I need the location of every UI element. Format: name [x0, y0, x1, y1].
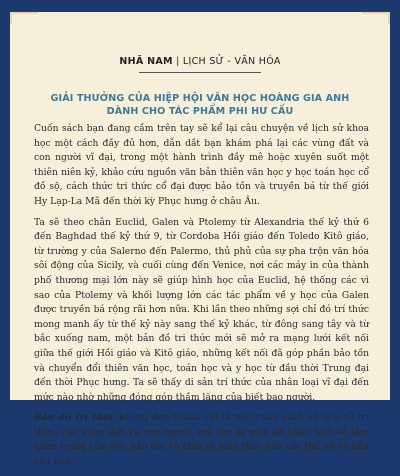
corner-ornament-right — [362, 12, 390, 24]
award-line-1: GIẢI THƯỞNG CỦA HIỆP HỘI VĂN HỌC HOÀNG GIA ANH — [50, 93, 350, 104]
publisher-category: | LỊCH SỬ - VĂN HÓA — [172, 56, 281, 67]
corner-ornament-left — [10, 12, 38, 24]
blurb-paragraph-3 — [34, 411, 369, 469]
book-title-lead: Bản đồ tri thức — [34, 412, 116, 424]
award-line-2: DÀNH CHO TÁC PHẨM PHI HƯ CẤU — [106, 106, 294, 117]
back-cover-page — [10, 12, 390, 468]
publisher-brand: NHÃ NAM — [119, 56, 173, 67]
blurb-paragraph-2: Ta sẽ theo chân Euclid, Galen và Ptolemy từ Alexandria thế kỷ thứ 6 đến Baghdad thế kỷ thứ 9, từ Cordoba Hồi giáo đến Toledo Kitô giáo, từ trường y của Salerno đến Palermo, thủ phủ của sự pha trộn văn hóa sôi động của Sicily, và cuối cùng đến Venice, nơi các máy in của thành phố thương mại lớn này sẽ giúp hình học của Euclid, hệ thống các vì sao của Ptolemy và khối lượng lớn các tác phẩm về y học của Galen được truyền bá rộng rãi hơn nữa. Khi lần theo những sợi chỉ đó trí thức mong manh ấy từ thế kỷ này sang thế kỷ khác, từ đông sang tây và từ bắc xuống nam, một bản đồ tri thức mới sẽ mở ra mạng lưới kết nối giữa thế giới Hồi giáo và Kitô giáo, những kết nối đã góp phần bảo tồn và chuyển đổi thiên văn học, toán học và y học từ đầu thời Trung đại đến thời Phục hưng. Ta sẽ thấy di sản trí thức của nhân loại vĩ đại đến mức nào nhờ những đóng góp thầm lặng của biết bao người. — [34, 216, 369, 403]
blurb-paragraph-1: Cuốn sách bạn đang cầm trên tay sẽ kể lại câu chuyện về lịch sử khoa học một cách đầy đủ hơn, dẫn dắt bạn khám phá lại các vùng đất và con người vĩ đại, trong một hành trình đầy mê hoặc xuyên suốt một thiên niên kỷ, khảo cứu nguồn văn bản thiên văn học y học toán học cổ đồ sộ, cách thức tri thức cổ đại được bảo tồn và truyền bá từ thế giới Hy Lạp-La Mã đến thời kỳ Phục hưng ở châu Âu. — [34, 123, 369, 207]
blurb-body — [34, 122, 369, 476]
blurb-paragraph-3-text: không đơn thuần chỉ là một cuốn sách về lịch sử tri thức, các vùng đất và con người, mà còn là một lời nhắc nhở về tầm quan trọng của việc bảo tồn và chia sẻ kiến thức qua các thế hệ và nền văn hóa. — [34, 412, 369, 468]
publisher-line — [10, 56, 390, 67]
award-heading — [10, 92, 390, 118]
publisher-underline — [139, 72, 261, 73]
